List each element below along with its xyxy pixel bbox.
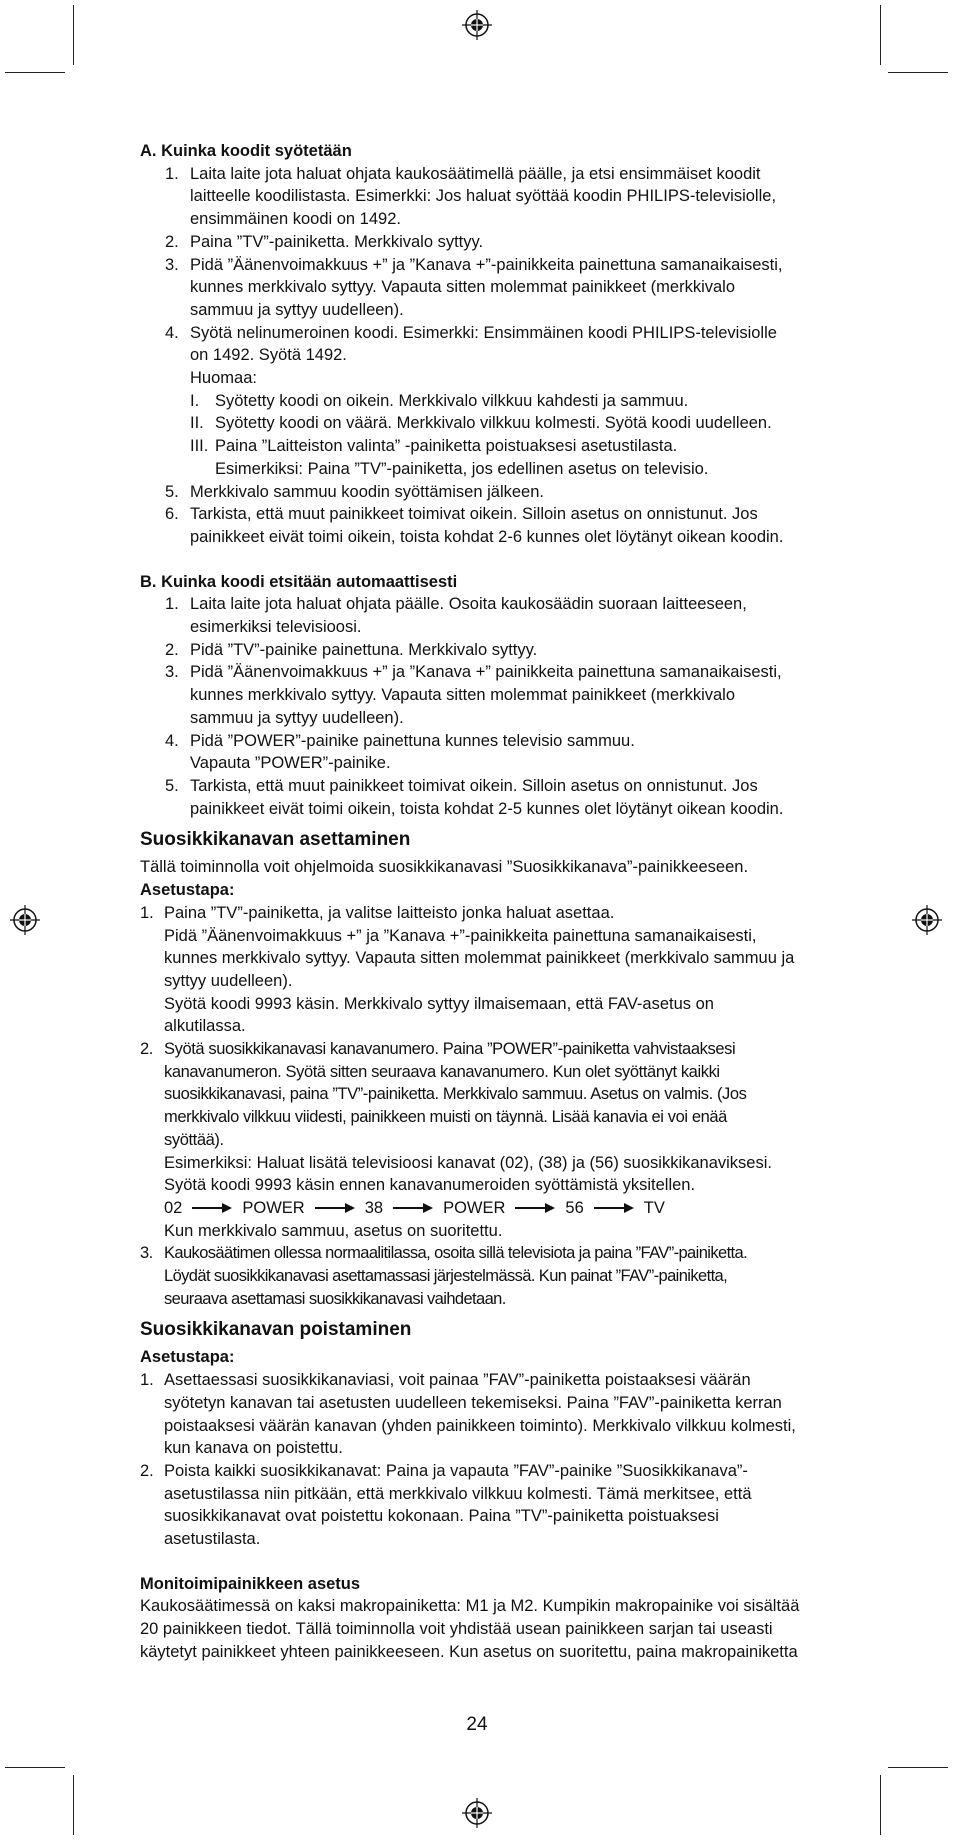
list-item: 4. Pidä ”POWER”-painike painettuna kunnes televisio sammuu.: [165, 731, 635, 750]
list-item: 5. Merkkivalo sammuu koodin syöttämisen jälkeen.: [165, 482, 544, 501]
list-item-cont: Syötä koodi 9993 käsin ennen kanavanumeroiden syöttämistä yksitellen.: [164, 1176, 696, 1195]
list-item: 2. Syötä suosikkikanavasi kanavanumero. Paina ”POWER”-painiketta vahvistaaksesi: [140, 1040, 736, 1059]
crop-mark: [888, 1767, 948, 1768]
crop-mark: [5, 72, 65, 73]
list-item-cont: esimerkiksi televisioosi.: [190, 618, 362, 637]
list-item-cont: painikkeet eivät toimi oikein, toista kohdat 2-5 kunnes olet löytänyt oikean koodin.: [190, 799, 784, 818]
note-item: II. Syötetty koodi on väärä. Merkkivalo vilkkuu kolmesti. Syötä koodi uudelleen.: [190, 414, 772, 433]
crop-mark: [5, 1767, 65, 1768]
crop-mark: [888, 72, 948, 73]
registration-mark-icon: [912, 905, 942, 935]
list-item-cont: asetustilassa niin pitkään, että merkkivalo vilkkuu kolmesti. Tämä merkitsee, että: [164, 1484, 752, 1503]
crop-mark: [73, 1775, 74, 1835]
sequence-step: POWER: [443, 1198, 506, 1217]
list-item-cont: asetustilasta.: [164, 1530, 261, 1549]
list-item-cont: Pidä ”Äänenvoimakkuus +” ja ”Kanava +”-painikkeita painettuna samanaikaisesti,: [164, 926, 757, 945]
list-item-cont: sammuu ja syttyy uudelleen).: [190, 708, 404, 727]
list-item: 2. Pidä ”TV”-painike painettuna. Merkkivalo syttyy.: [165, 640, 538, 659]
arrow-right-icon: [192, 1203, 232, 1213]
list-item-cont: Löydät suosikkikanavasi asettamassasi järjestelmässä. Kun painat ”FAV”-painiketta,: [164, 1267, 728, 1286]
list-item: 3. Pidä ”Äänenvoimakkuus +” ja ”Kanava +” painikkeita painettuna samanaikaisesti,: [165, 663, 782, 682]
list-item-cont: kun kanava on poistettu.: [164, 1439, 343, 1458]
list-item-cont: poistaaksesi väärän kanavan (yhden painikkeen toiminto). Merkkivalo vilkkuu kolmesti,: [164, 1416, 796, 1435]
list-item-cont: on 1492. Syötä 1492.: [190, 346, 347, 365]
list-item-cont: Esimerkiksi: Haluat lisätä televisioosi kanavat (02), (38) ja (56) suosikkikanaviksesi.: [164, 1153, 772, 1172]
crop-mark: [880, 1775, 881, 1835]
macro-heading: Monitoimipainikkeen asetus: [140, 1574, 361, 1593]
page-content: [140, 140, 830, 1664]
sequence-step: 38: [364, 1198, 384, 1217]
page-number: 24: [466, 1714, 488, 1735]
list-item: 1. Paina ”TV”-painiketta, ja valitse laitteisto jonka haluat asettaa.: [140, 903, 615, 922]
section-a-list: [140, 163, 830, 549]
favdel-method-label: Asetustapa:: [140, 1348, 235, 1367]
macro-text: 20 painikkeen tiedot. Tällä toiminnolla voit yhdistää usean painikkeen sarjan tai useasti: [140, 1620, 773, 1639]
list-item-cont: kanavanumeron. Syötä sitten seuraava kanavanumero. Kun olet syöttänyt kaikki: [164, 1062, 720, 1081]
list-item-cont: ensimmäinen koodi on 1492.: [190, 210, 401, 229]
list-item-cont: kunnes merkkivalo syttyy. Vapauta sitten molemmat painikkeet (merkkivalo: [190, 686, 736, 705]
crop-mark: [880, 5, 881, 65]
sequence-step: 56: [565, 1198, 584, 1217]
note-item-cont: Esimerkiksi: Paina ”TV”-painiketta, jos edellinen asetus on televisio.: [215, 459, 709, 478]
list-item: 1. Laita laite jota haluat ohjata kaukosäätimellä päälle, ja etsi ensimmäiset koodit: [165, 164, 761, 183]
list-item-cont: kunnes merkkivalo syttyy. Vapauta sitten molemmat painikkeet (merkkivalo sammuu ja: [164, 949, 795, 968]
list-item: 2. Paina ”TV”-painiketta. Merkkivalo syttyy.: [165, 232, 484, 251]
sequence-step: 02: [164, 1198, 183, 1217]
registration-mark-icon: [462, 1798, 492, 1828]
list-item-cont: suosikkikanavat ovat poistettu kokonaan. Paina ”TV”-painiketta poistuaksesi: [164, 1507, 719, 1526]
fav-method-label: Asetustapa:: [140, 881, 235, 900]
arrow-right-icon: [594, 1203, 634, 1213]
note-item: III. Paina ”Laitteiston valinta” -painiketta poistuaksesi asetustilasta.: [190, 437, 678, 456]
sequence-step: POWER: [242, 1198, 305, 1217]
list-item: 1. Asettaessasi suosikkikanaviasi, voit painaa ”FAV”-painiketta poistaaksesi väärän: [140, 1371, 751, 1390]
sequence-step: TV: [643, 1198, 665, 1217]
note-item: I. Syötetty koodi on oikein. Merkkivalo vilkkuu kahdesti ja sammuu.: [190, 391, 689, 410]
macro-text: Kaukosäätimessä on kaksi makropainiketta: M1 ja M2. Kumpikin makropainike voi sisältää: [140, 1597, 800, 1616]
registration-mark-icon: [462, 10, 492, 40]
section-b-list: [140, 593, 830, 820]
list-item-cont: suosikkikanavasi, paina ”TV”-painiketta. Merkkivalo sammuu. Asetus on valmis. (Jos: [164, 1085, 747, 1104]
list-item-cont: Syötä koodi 9993 käsin. Merkkivalo syttyy ilmaisemaan, että FAV-asetus on: [164, 994, 714, 1013]
list-item-cont: alkutilassa.: [164, 1017, 246, 1036]
list-item-cont: Kun merkkivalo sammuu, asetus on suoritettu.: [164, 1221, 503, 1240]
list-item-cont: syötetyn kanavan tai asetusten uudelleen tekemiseksi. Paina ”FAV”-painiketta kerran: [164, 1393, 782, 1412]
list-item-cont: syttyy uudelleen).: [164, 971, 293, 990]
macro-text: käytetyt painikkeet yhteen painikkeeseen. Kun asetus on suoritettu, paina makropainiketta: [140, 1642, 798, 1661]
arrow-right-icon: [393, 1203, 433, 1213]
list-item: 1. Laita laite jota haluat ohjata päälle. Osoita kaukosäädin suoraan laitteeseen,: [165, 595, 747, 614]
list-item: 3. Pidä ”Äänenvoimakkuus +” ja ”Kanava +”-painikkeita painettuna samanaikaisesti,: [165, 255, 783, 274]
list-item: 4. Syötä nelinumeroinen koodi. Esimerkki: Ensimmäinen koodi PHILIPS-televisiolle: [165, 323, 777, 342]
section-a-title: A. Kuinka koodit syötetään: [140, 142, 352, 160]
list-item: 2. Poista kaikki suosikkikanavat: Paina ja vapauta ”FAV”-painike ”Suosikkikanava”-: [140, 1461, 748, 1480]
fav-heading: Suosikkikanavan asettaminen: [140, 829, 411, 851]
list-item: 3. Kaukosäätimen ollessa normaalitilassa, osoita sillä televisiota ja paina ”FAV”-painiketta.: [140, 1244, 748, 1263]
list-item-cont: syöttää).: [164, 1130, 224, 1149]
crop-mark: [73, 5, 74, 65]
favdel-heading: Suosikkikanavan poistaminen: [140, 1319, 412, 1341]
registration-mark-icon: [10, 905, 40, 935]
list-item-cont: seuraava asettamasi suosikkikanavasi vaihdetaan.: [164, 1289, 506, 1308]
section-b-title: B. Kuinka koodi etsitään automaattisesti: [140, 572, 458, 591]
list-item-cont: laitteelle koodilistasta. Esimerkki: Jos haluat syöttää koodin PHILIPS-televisiolle,: [190, 187, 777, 206]
list-item-cont: kunnes merkkivalo syttyy. Vapauta sitten molemmat painikkeet (merkkivalo: [190, 278, 736, 297]
list-item-cont: painikkeet eivät toimi oikein, toista kohdat 2-6 kunnes olet löytänyt oikean koodin.: [190, 527, 784, 546]
list-item-cont: Huomaa:: [190, 369, 257, 388]
arrow-right-icon: [315, 1203, 355, 1213]
list-item-cont: Vapauta ”POWER”-painike.: [190, 754, 391, 773]
fav-intro: Tällä toiminnolla voit ohjelmoida suosikkikanavasi ”Suosikkikanava”-painikkeeseen.: [140, 858, 749, 877]
list-item-cont: merkkivalo vilkkuu viidesti, painikkeen muisti on täynnä. Lisää kanavia ei voi enää: [164, 1108, 727, 1127]
list-item: 5. Tarkista, että muut painikkeet toimivat oikein. Silloin asetus on onnistunut. Jos: [165, 776, 758, 795]
arrow-right-icon: [515, 1203, 555, 1213]
list-item-cont: sammuu ja syttyy uudelleen).: [190, 300, 404, 319]
key-sequence: [140, 1197, 830, 1220]
list-item: 6. Tarkista, että muut painikkeet toimivat oikein. Silloin asetus on onnistunut. Jos: [165, 505, 758, 524]
